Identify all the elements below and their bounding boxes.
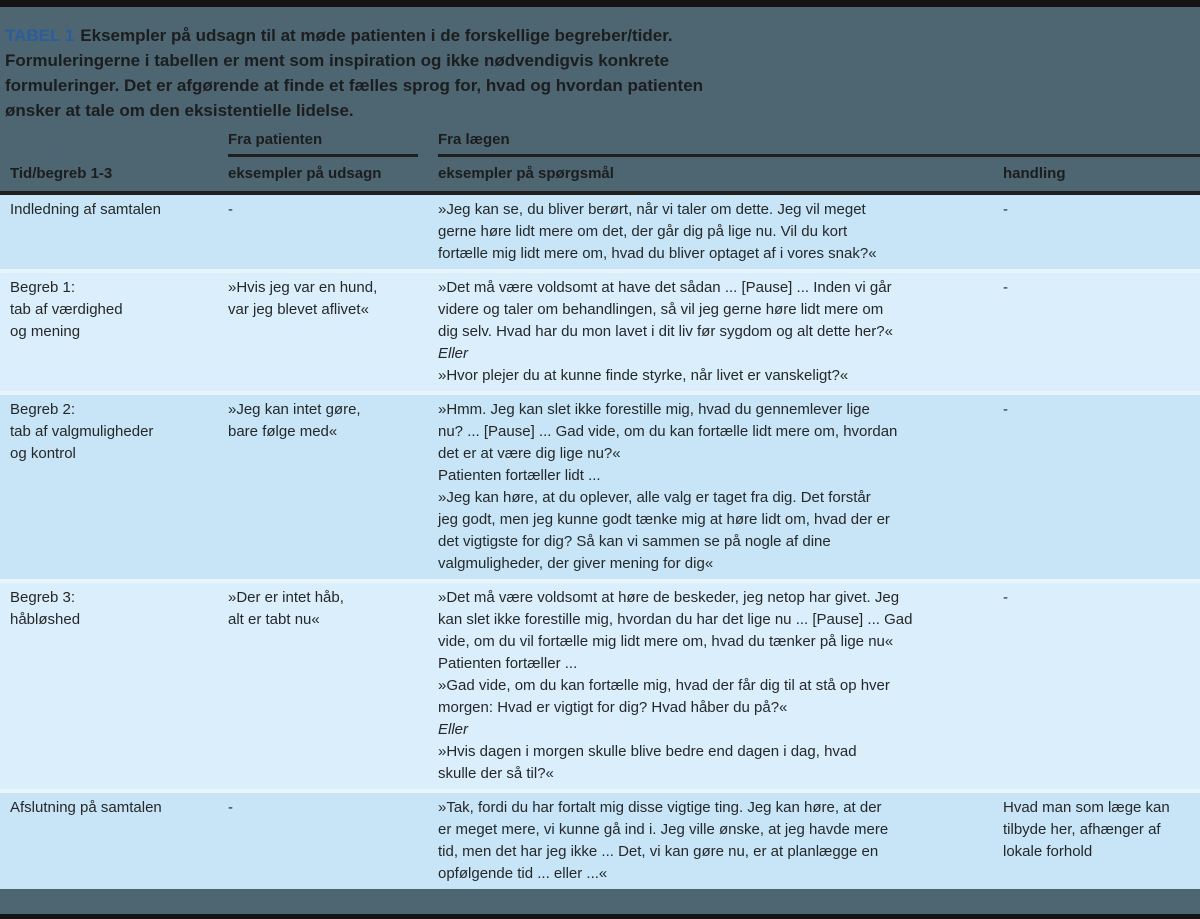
cell-line: »Jeg kan se, du bliver berørt, når vi taler om dette. Jeg vil meget (438, 201, 866, 218)
cell-line: Eller (438, 721, 469, 738)
table-body (0, 195, 1200, 889)
cell-line: bare følge med« (228, 423, 338, 440)
cell-handling (1003, 797, 1200, 885)
cell-line: - (228, 799, 233, 816)
cell-udsagn (228, 399, 438, 575)
cell-sporgsmal (438, 199, 1003, 265)
cell-line: håbløshed (10, 611, 81, 628)
cell-line: »Hvis dagen i morgen skulle blive bedre end dagen i dag, hvad (438, 743, 857, 760)
cell-handling (1003, 399, 1200, 575)
table-header (0, 131, 1200, 195)
table-row (0, 395, 1200, 579)
cell-line: alt er tabt nu« (228, 611, 320, 628)
caption-text-4: ønsker at tale om den eksistentielle lidelse. (5, 101, 354, 120)
caption-line-1 (5, 23, 1180, 48)
group-header-doctor (438, 131, 1200, 157)
cell-line: »Hmm. Jeg kan slet ikke forestille mig, hvad du gennemlever lige (438, 401, 870, 418)
cell-tid (0, 587, 228, 785)
table-number-label: TABEL 1 (5, 26, 75, 45)
cell-line: »Tak, fordi du har fortalt mig disse vigtige ting. Jeg kan høre, at der (438, 799, 882, 816)
bottom-slate-band (0, 889, 1200, 914)
table-row (0, 793, 1200, 889)
column-header-tid: Tid/begreb 1-3 (10, 165, 113, 182)
table-row (0, 273, 1200, 391)
cell-line: tab af værdighed (10, 301, 123, 318)
cell-line: videre og taler om behandlingen, så vil jeg gerne høre lidt mere om (438, 301, 884, 318)
top-border-bar (0, 0, 1200, 7)
cell-line: dig selv. Hvad har du mon lavet i dit liv før sygdom og alt dette her?« (438, 323, 893, 340)
caption-text-2: Formuleringerne i tabellen er ment som inspiration og ikke nødvendigvis konkrete (5, 51, 670, 70)
cell-handling (1003, 199, 1200, 265)
cell-line: nu? ... [Pause] ... Gad vide, om du kan fortælle lidt mere om, hvordan (438, 423, 898, 440)
cell-line: - (1003, 201, 1008, 218)
bottom-border-bar (0, 914, 1200, 919)
cell-udsagn (228, 199, 438, 265)
cell-line: Afslutning på samtalen (10, 799, 162, 816)
cell-line: »Det må være voldsomt at have det sådan ... [Pause] ... Inden vi går (438, 279, 892, 296)
column-header-row (0, 157, 1200, 191)
cell-line: Begreb 1: (10, 279, 76, 296)
cell-line: »Jeg kan intet gøre, (228, 401, 361, 418)
cell-line: og kontrol (10, 445, 76, 462)
cell-line: og mening (10, 323, 81, 340)
table-caption (0, 7, 1200, 131)
column-header-udsagn: eksempler på udsagn (228, 165, 382, 182)
cell-line: lokale forhold (1003, 843, 1093, 860)
cell-tid (0, 399, 228, 575)
group-header-doctor-label: Fra lægen (438, 131, 510, 148)
cell-line: det er at være dig lige nu?« (438, 445, 621, 462)
cell-line: er meget mere, vi kunne gå ind i. Jeg ville ønske, at jeg havde mere (438, 821, 889, 838)
table-row (0, 583, 1200, 789)
cell-line: gerne høre lidt mere om det, der går dig på lige nu. Vil du kort (438, 223, 848, 240)
group-header-patient (228, 131, 438, 157)
cell-tid (0, 797, 228, 885)
cell-line: det vigtigste for dig? Så kan vi sammen se på nogle af dine (438, 533, 831, 550)
cell-sporgsmal (438, 587, 1003, 785)
cell-line: »Der er intet håb, (228, 589, 344, 606)
cell-line: tab af valgmuligheder (10, 423, 154, 440)
column-header-handling: handling (1003, 165, 1066, 182)
caption-text-3: formuleringer. Det er afgørende at finde et fælles sprog for, hvad og hvordan patienten (5, 76, 704, 95)
cell-line: »Hvis jeg var en hund, (228, 279, 378, 296)
cell-tid (0, 199, 228, 265)
cell-line: opfølgende tid ... eller ...« (438, 865, 608, 882)
cell-tid (0, 277, 228, 387)
cell-line: Begreb 3: (10, 589, 76, 606)
cell-sporgsmal (438, 797, 1003, 885)
cell-handling (1003, 587, 1200, 785)
column-header-sporgsmal: eksempler på spørgsmål (438, 165, 614, 182)
table-row (0, 195, 1200, 269)
cell-line: »Jeg kan høre, at du oplever, alle valg er taget fra dig. Det forstår (438, 489, 871, 506)
cell-udsagn (228, 797, 438, 885)
cell-line: Patienten fortæller lidt ... (438, 467, 601, 484)
cell-line: Begreb 2: (10, 401, 76, 418)
cell-line: jeg godt, men jeg kunne godt tænke mig at høre lidt om, hvad der er (438, 511, 890, 528)
cell-line: kan slet ikke forestille mig, hvordan du har det lige nu ... [Pause] ... Gad (438, 611, 913, 628)
cell-line: skulle der så til?« (438, 765, 554, 782)
cell-line: Hvad man som læge kan (1003, 799, 1170, 816)
cell-line: fortælle mig lidt mere om, hvad du bliver optaget af i vores snak?« (438, 245, 877, 262)
cell-handling (1003, 277, 1200, 387)
cell-line: - (1003, 401, 1008, 418)
cell-line: - (228, 201, 233, 218)
cell-line: Patienten fortæller ... (438, 655, 578, 672)
group-header-patient-label: Fra patienten (228, 131, 323, 148)
cell-line: Indledning af samtalen (10, 201, 161, 218)
cell-udsagn (228, 277, 438, 387)
cell-line: valgmuligheder, der giver mening for dig« (438, 555, 714, 572)
cell-line: var jeg blevet aflivet« (228, 301, 369, 318)
cell-line: - (1003, 589, 1008, 606)
cell-line: tilbyde her, afhænger af (1003, 821, 1161, 838)
cell-line: Eller (438, 345, 469, 362)
cell-line: »Det må være voldsomt at høre de beskeder, jeg netop har givet. Jeg (438, 589, 900, 606)
cell-line: tid, men det har jeg ikke ... Det, vi kan gøre nu, er at planlægge en (438, 843, 879, 860)
cell-line: morgen: Hvad er vigtigt for dig? Hvad håber du på?« (438, 699, 788, 716)
cell-sporgsmal (438, 399, 1003, 575)
cell-line: »Hvor plejer du at kunne finde styrke, når livet er vanskeligt?« (438, 367, 849, 384)
cell-line: vide, om du vil fortælle mig lidt mere om, hvad du tænker på lige nu« (438, 633, 894, 650)
caption-text-1: Eksempler på udsagn til at møde patienten i de forskellige begreber/tider. (80, 26, 673, 45)
group-header-row (0, 131, 1200, 157)
cell-line: »Gad vide, om du kan fortælle mig, hvad der får dig til at stå op hver (438, 677, 890, 694)
cell-udsagn (228, 587, 438, 785)
cell-line: - (1003, 279, 1008, 296)
cell-sporgsmal (438, 277, 1003, 387)
